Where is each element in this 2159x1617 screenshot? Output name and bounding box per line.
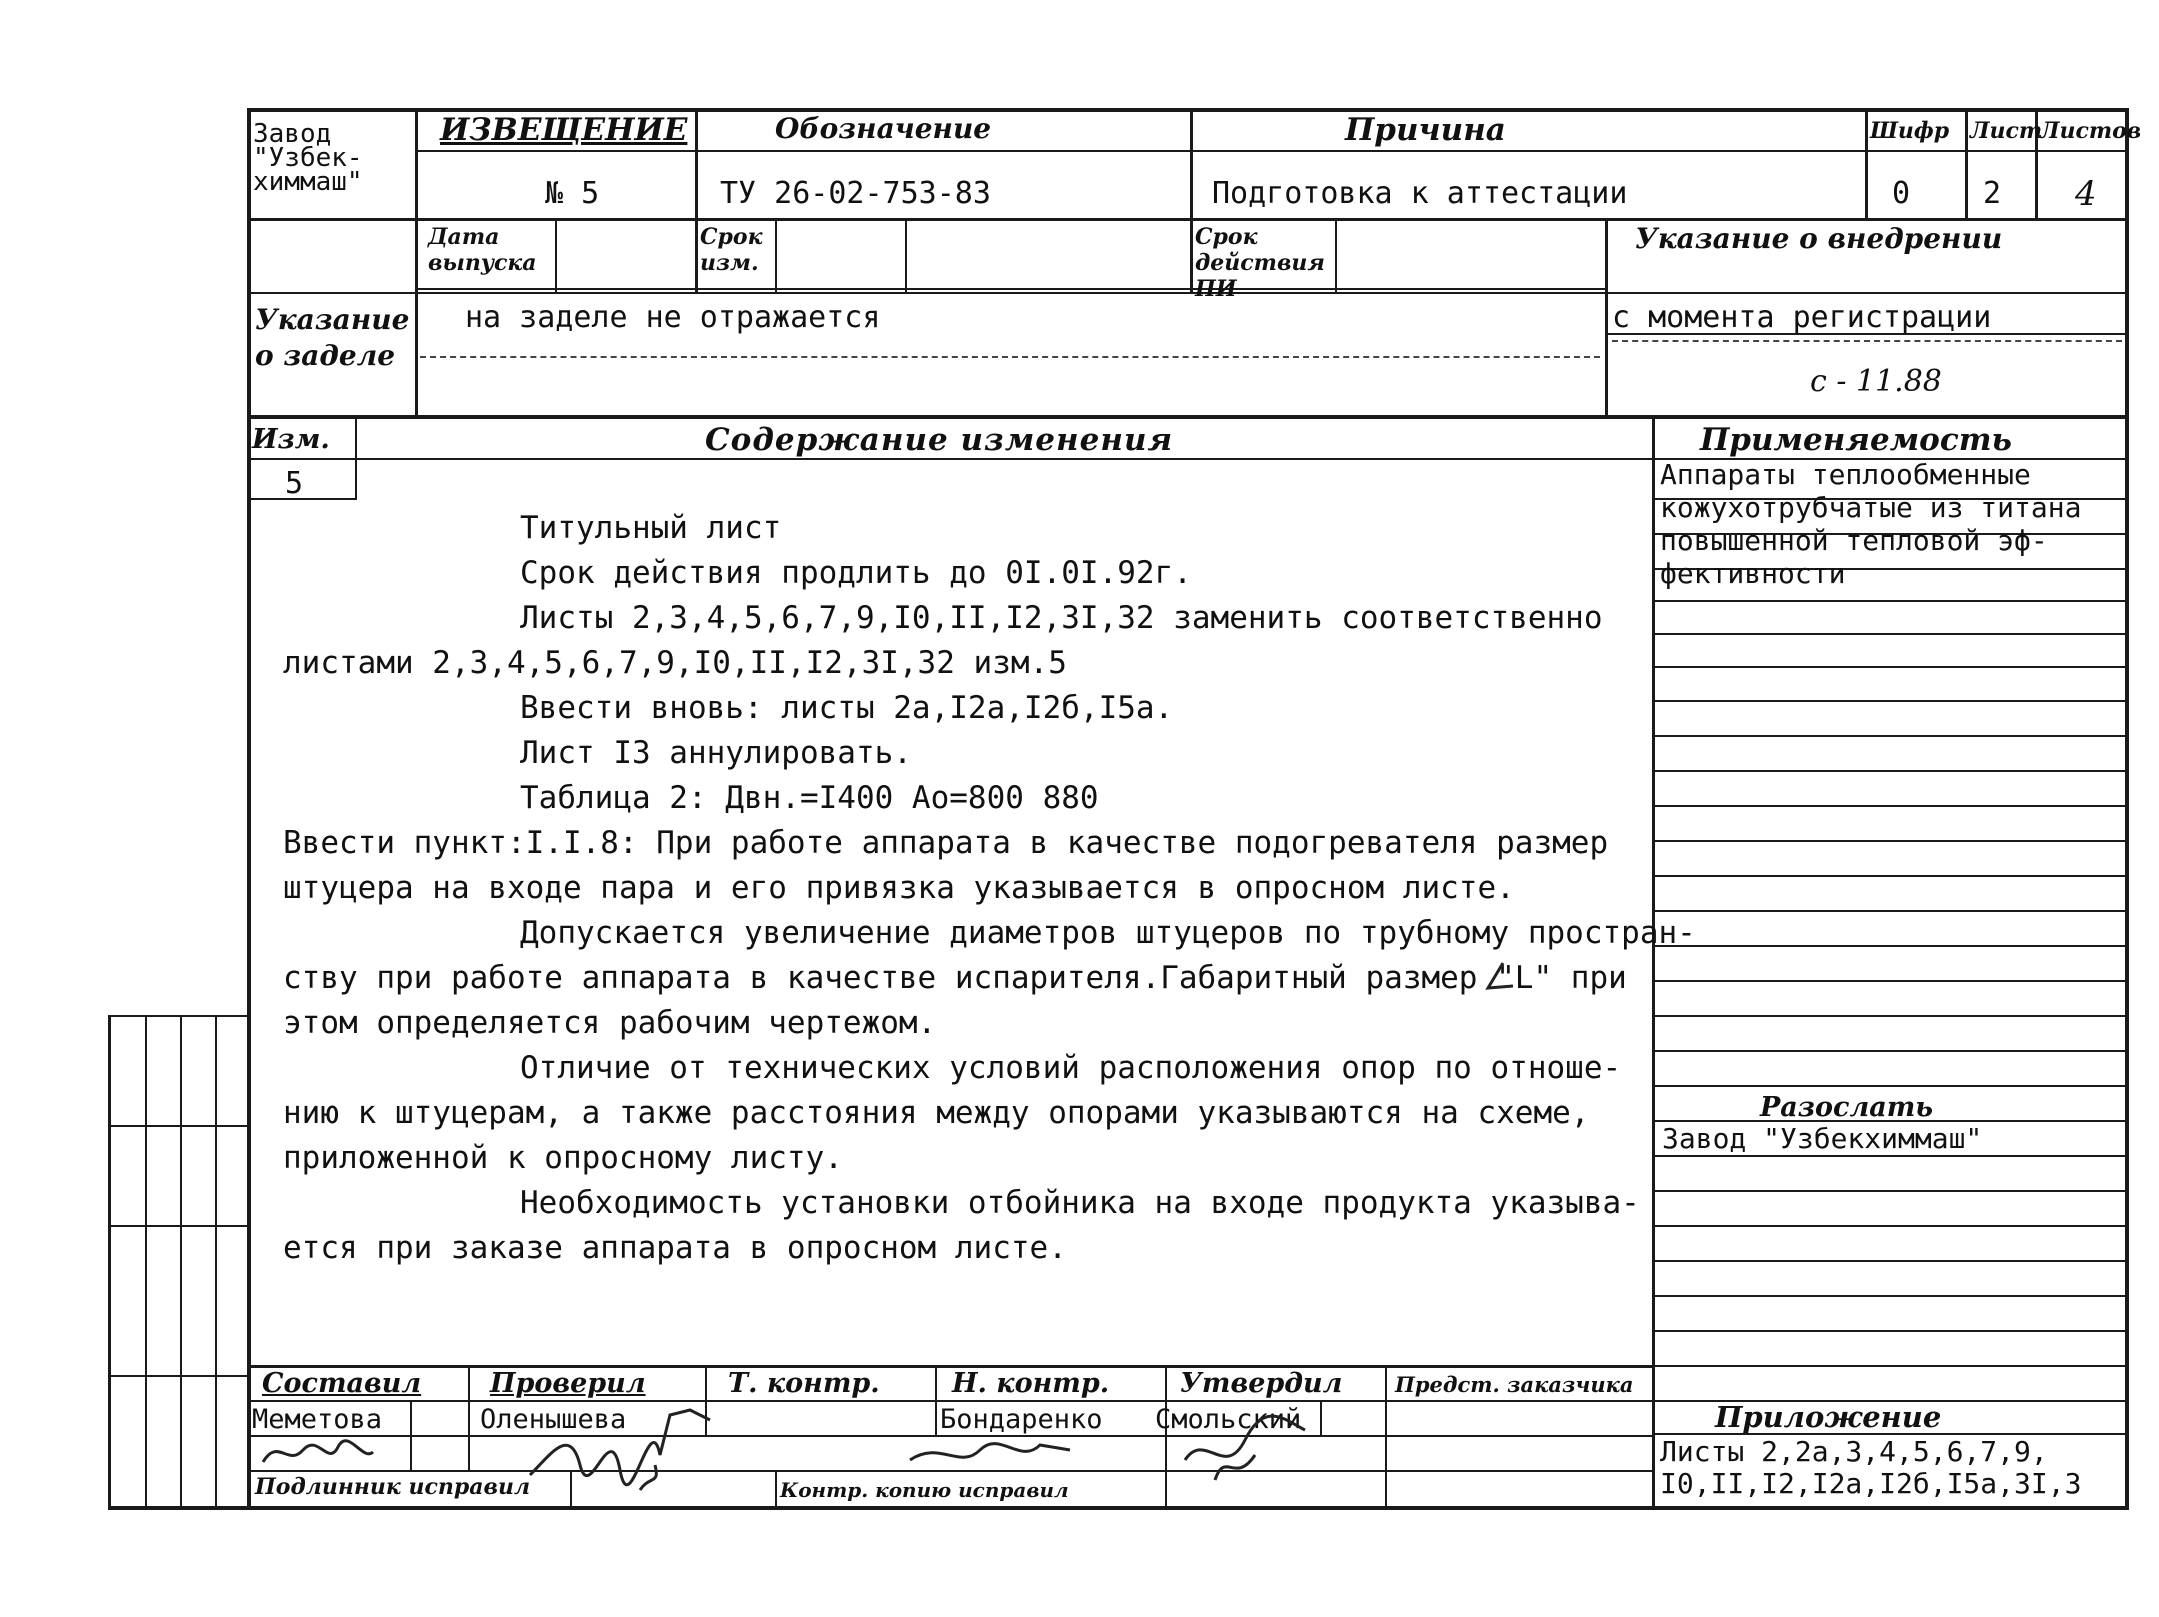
applicability-line: фективности: [1660, 557, 1846, 590]
implementation-label: Указание о внедрении: [1635, 222, 2003, 255]
original-fixed-label: Подлинник исправил: [255, 1474, 531, 1500]
content-line: Ввести вновь: листы 2а,I2а,I2б,I5а.: [520, 690, 1174, 726]
checked-label: Проверил: [490, 1368, 646, 1399]
signature-olenysheva: [520, 1395, 720, 1495]
pi-term-label: Срок действия ПИ: [1195, 224, 1325, 302]
code-value: 0: [1892, 176, 1911, 211]
signature-bondarenko: [900, 1420, 1080, 1480]
content-line: Ввести пункт:I.I.8: При работе аппарата в качестве подогревателя размер: [283, 825, 1609, 861]
content-line: ству при работе аппарата в качестве испарителя.Габаритный размер "L" при: [283, 960, 1627, 996]
content-line: приложенной к опросному листу.: [283, 1140, 843, 1176]
handwritten-l-mark: [1478, 958, 1518, 998]
attachment-line: Листы 2,2а,3,4,5,6,7,9,: [1660, 1435, 2048, 1468]
send-label: Разослать: [1760, 1092, 1934, 1123]
content-line: Листы 2,3,4,5,6,7,9,I0,II,I2,3I,32 заменить соответственно: [520, 600, 1603, 636]
notice-number: № 5: [545, 176, 600, 211]
content-line: Необходимость установки отбойника на входе продукта указыва-: [520, 1185, 1640, 1221]
applicability-line: повышенной тепловой эф-: [1660, 524, 2048, 557]
content-line: этом определяется рабочим чертежом.: [283, 1005, 937, 1041]
applicability-line: Аппараты теплообменные: [1660, 458, 2031, 491]
tcontrol-label: Т. контр.: [728, 1368, 880, 1399]
signature-smolsky: [1165, 1400, 1325, 1490]
implementation-note: с - 11.88: [1810, 364, 1942, 399]
reason-value: Подготовка к аттестации: [1212, 176, 1628, 211]
reason-label: Причина: [1345, 112, 1506, 148]
content-line: нию к штуцерам, а также расстояния между опорами указываются на схеме,: [283, 1095, 1590, 1131]
attachment-list: [1660, 1436, 2081, 1500]
code-label: Шифр: [1870, 118, 1950, 144]
send-value: Завод "Узбекхиммаш": [1662, 1122, 1983, 1155]
designation-value: ТУ 26-02-753-83: [720, 176, 991, 211]
attachment-label: Приложение: [1715, 1400, 1942, 1434]
plant-label: Завод "Узбек- химмаш": [253, 119, 363, 197]
ncontrol-name: Бондаренко: [940, 1404, 1103, 1435]
backlog-label: Указание о заделе: [255, 303, 410, 372]
notice-label: ИЗВЕЩЕНИЕ: [440, 112, 688, 148]
backlog-value: на заделе не отражается: [465, 300, 881, 335]
checked-name: Оленышева: [480, 1404, 627, 1435]
sheets-label: Листов: [2040, 118, 2142, 144]
compiled-label: Составил: [262, 1368, 422, 1399]
sheet-label: Лист: [1970, 118, 2043, 144]
copy-fixed-label: Контр. копию исправил: [780, 1478, 1069, 1502]
content-line: Титульный лист: [520, 510, 782, 546]
applicability-line: кожухотрубчатые из титана: [1660, 491, 2082, 524]
content-line: штуцера на входе пара и его привязка указывается в опросном листе.: [283, 870, 1515, 906]
content-line: Срок действия продлить до 0I.0I.92г.: [520, 555, 1192, 591]
designation-label: Обозначение: [775, 112, 992, 145]
ncontrol-label: Н. контр.: [952, 1368, 1110, 1399]
applicability-label: Применяемость: [1700, 422, 2012, 458]
applicability-list: [1660, 458, 2081, 590]
attachment-line: I0,II,I2,I2а,I2б,I5а,3I,3: [1660, 1467, 2082, 1500]
content-label: Содержание изменения: [705, 422, 1174, 458]
approved-name: Смольский: [1155, 1404, 1302, 1435]
change-term-label: Срок изм.: [700, 224, 763, 276]
sheet-value: 2: [1983, 176, 2002, 211]
signature-memetova: [258, 1432, 378, 1472]
content-line: Допускается увеличение диаметров штуцеров по трубному простран-: [520, 915, 1696, 951]
implementation-value: с момента регистрации: [1612, 300, 1992, 335]
compiled-name: Меметова: [252, 1404, 383, 1435]
content-line: Лист I3 аннулировать.: [520, 735, 912, 771]
content-line: ется при заказе аппарата в опросном листе.: [283, 1230, 1067, 1266]
change-number: 5: [285, 466, 304, 501]
sheets-value: 4: [2075, 174, 2097, 214]
content-line: листами 2,3,4,5,6,7,9,I0,II,I2,3I,32 изм.5: [283, 645, 1067, 681]
issue-date-label: Дата выпуска: [428, 224, 537, 276]
content-line: Отличие от технических условий расположения опор по отноше-: [520, 1050, 1622, 1086]
customer-label: Предст. заказчика: [1395, 1372, 1634, 1397]
content-line: Таблица 2: Двн.=I400 Ао=800 880: [520, 780, 1099, 816]
change-label: Изм.: [252, 424, 330, 455]
approved-label: Утвердил: [1180, 1368, 1343, 1399]
